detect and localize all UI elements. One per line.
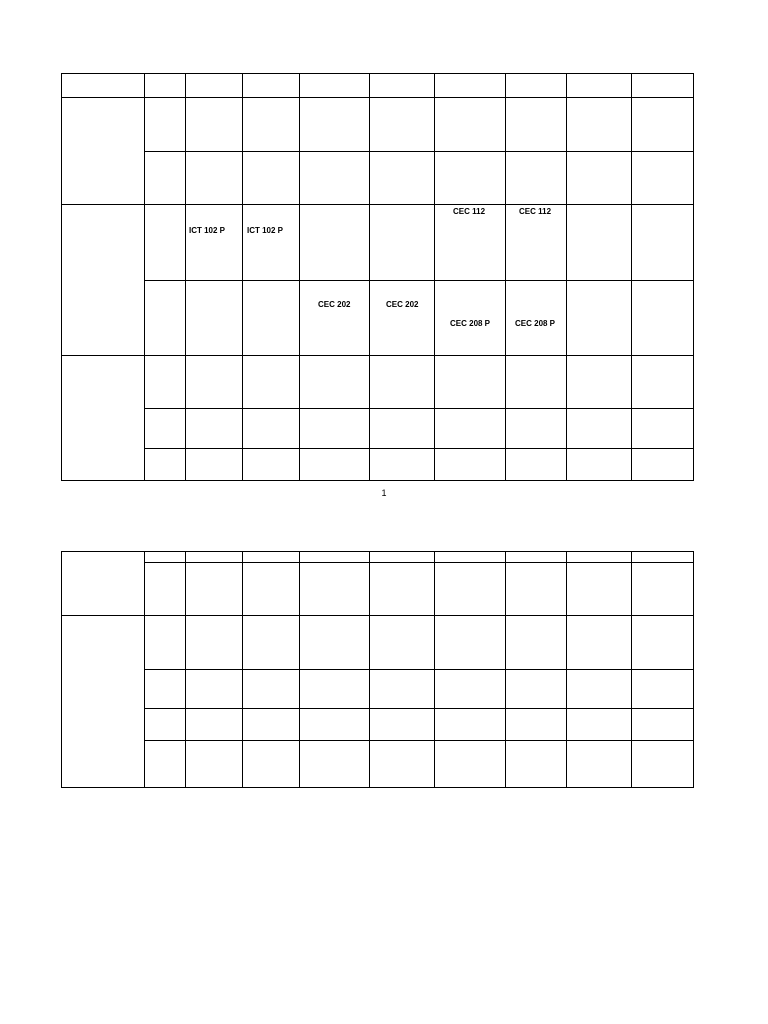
cell-cec112: CEC 112 — [453, 207, 486, 216]
table-1-border — [62, 74, 694, 481]
timetable-1 — [61, 73, 694, 481]
cell-cec208p: CEC 208 P — [515, 319, 556, 328]
page-number: 1 — [381, 488, 387, 498]
cell-cec208p: CEC 208 P — [450, 319, 491, 328]
cell-cec112: CEC 112 — [519, 207, 552, 216]
cell-cec202: CEC 202 — [318, 300, 351, 309]
cell-ict102p: ICT 102 P — [247, 226, 284, 235]
timetable-2 — [61, 551, 694, 788]
cell-ict102p: ICT 102 P — [189, 226, 226, 235]
cell-cec202: CEC 202 — [386, 300, 419, 309]
